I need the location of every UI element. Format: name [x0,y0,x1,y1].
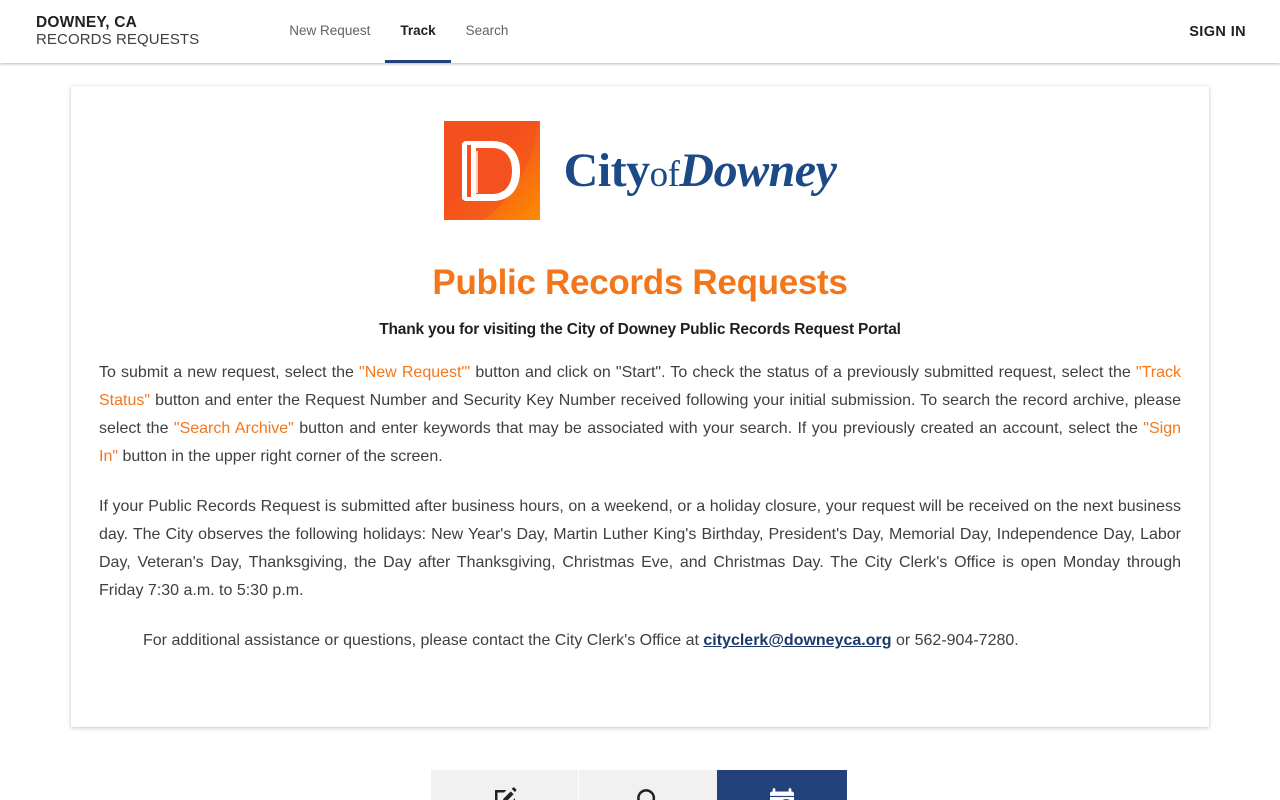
new-request-button[interactable] [431,770,578,800]
content-card [71,86,1209,727]
search-archive-button[interactable] [579,770,717,800]
logo-word-downey: Downey [679,143,837,197]
calendar-clock-icon [766,786,798,800]
paragraph-hours-holidays: If your Public Records Request is submitted after business hours, on a weekend, or a holiday closure, your request will be received on the next business day. The City observes the following holidays: New Year's Day, Martin Luther King's Birthday, President's Day, Memorial Day, Independence Day, Labor Day, Veteran's Day, Thanksgiving, the Day after Thanksgiving, Christmas Eve, and Christmas Day. The City Clerk's Office is open Monday through Friday 7:30 a.m. to 5:30 p.m. [99,498,1181,599]
instructions-body [99,339,1181,655]
page-body [0,63,1280,800]
downey-d-monogram-icon [444,121,540,220]
logo-word-of: of [649,153,680,195]
track-status-button[interactable] [717,770,847,800]
city-logo [71,119,1209,221]
p1-text-1: To submit a new request, select the [99,364,360,381]
p1-text-2: button and click on "Start". To check the status of a previously submitted request, select the [470,364,1136,381]
p1-highlight-search-archive: "Search Archive" [173,420,294,437]
tab-search[interactable]: Search [465,22,509,38]
p1-highlight-track-status: "Track Status" [99,364,1182,409]
page-title: Public Records Requests [432,263,848,302]
p3-text-1: For additional assistance or questions, please contact the City Clerk's Office at [143,632,704,649]
p1-text-3: button and enter the Request Number and Security Key Number received following your initial submission. To search the record archive, please select the [99,392,1181,437]
p1-highlight-new-request: "New Request"' [359,364,471,381]
app-header [0,0,1280,63]
search-icon [633,785,663,800]
action-button-bar [431,770,847,800]
tab-new-request[interactable]: New Request [289,22,371,38]
city-clerk-email-link[interactable]: cityclerk@downeyca.org [703,632,892,649]
logo-word-city: City [563,143,650,197]
paragraph-instructions [99,359,1181,471]
p1-highlight-sign-in: "Sign In" [99,420,1181,465]
edit-document-icon [490,785,520,800]
page-subtitle: Thank you for visiting the City of Downey Public Records Request Portal [379,321,901,338]
brand-subtitle: RECORDS REQUESTS [36,30,200,48]
p3-text-2: or 562-904-7280. [891,632,1019,649]
logo-d-glyph-icon [462,139,522,203]
brand [36,14,199,48]
paragraph-contact [99,627,1181,655]
tab-track[interactable]: Track [385,0,450,63]
p1-text-4: button and enter keywords that may be associated with your search. If you previously created an account, select the [293,420,1144,437]
brand-city-name: DOWNEY, CA [36,14,138,32]
logo-wordmark [564,143,837,198]
main-navigation [274,0,523,63]
p1-text-5: button in the upper right corner of the screen. [118,448,443,465]
sign-in-button[interactable]: SIGN IN [1189,23,1246,40]
